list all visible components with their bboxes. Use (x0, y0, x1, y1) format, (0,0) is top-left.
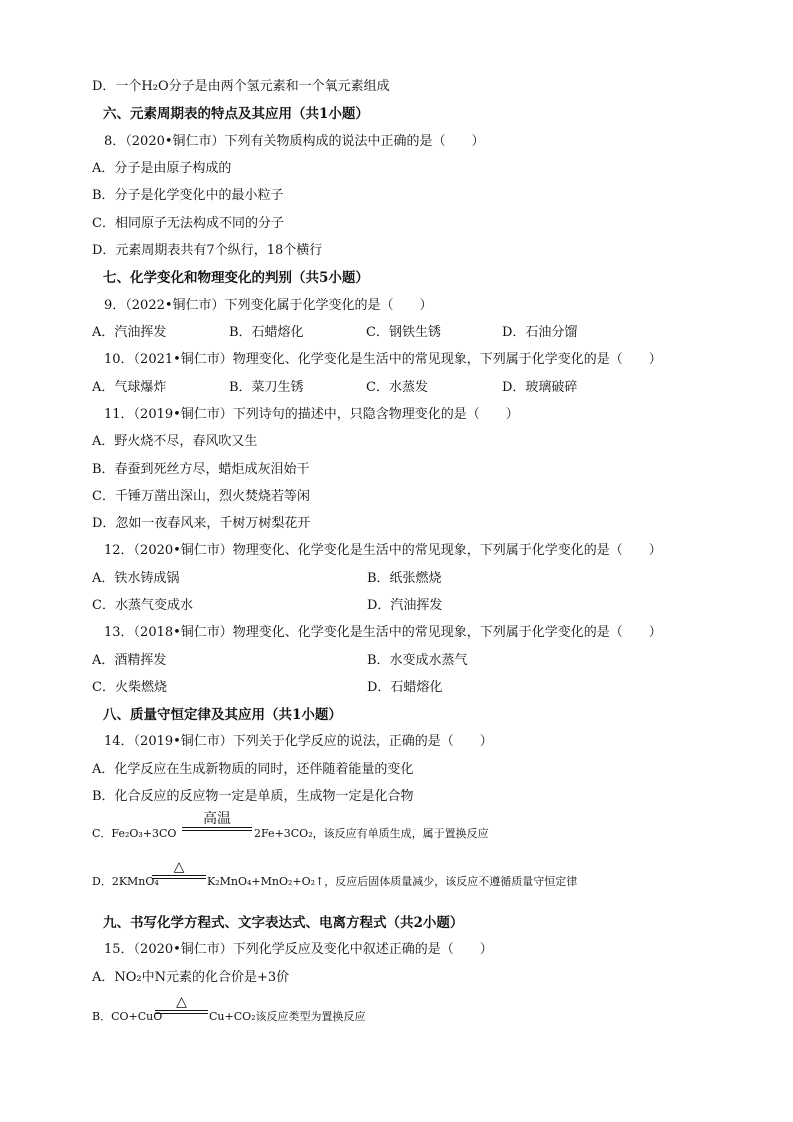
option-12b: B．纸张燃烧 (367, 571, 442, 586)
option-13d: D．石蜡熔化 (367, 680, 443, 695)
option-15b-reactants: B．CO+CuO (92, 1010, 163, 1023)
option-15a: A．NO₂中N元素的化合价是+3价 (92, 970, 290, 985)
option-9c: C．钢铁生锈 (366, 325, 441, 340)
option-14c-reactants: C．Fe₂O₃+3CO (92, 827, 177, 840)
section-heading-8: 八、质量守恒定律及其应用（共1小题） (103, 707, 342, 723)
option-8d: D．元素周期表共有7个纵行，18个横行 (92, 243, 323, 258)
option-13a: A．酒精挥发 (92, 653, 167, 668)
option-14d-products: K₂MnO₄+MnO₂+O₂↑，反应后固体质量减少，该反应不遵循质量守恒定律 (207, 875, 578, 888)
section-heading-6: 六、元素周期表的特点及其应用（共1小题） (103, 106, 369, 122)
question-14: 14．（2019•铜仁市）下列关于化学反应的说法，正确的是（ ） (104, 734, 493, 749)
option-13b: B．水变成水蒸气 (367, 653, 468, 668)
section-heading-9: 九、书写化学方程式、文字表达式、电离方程式（共2小题） (103, 915, 464, 931)
question-10: 10．（2021•铜仁市）物理变化、化学变化是生活中的常见现象，下列属于化学变化的是（ ） (104, 352, 662, 367)
reaction-arrow-14c (182, 812, 252, 831)
option-8a: A．分子是由原子构成的 (92, 161, 232, 176)
option-14b: B．化合反应的反应物一定是单质，生成物一定是化合物 (92, 789, 414, 804)
option-10b: B．菜刀生锈 (229, 380, 304, 395)
option-11b: B．春蚕到死丝方尽，蜡炬成灰泪始干 (92, 462, 310, 477)
question-9: 9．（2022•铜仁市）下列变化属于化学变化的是（ ） (104, 298, 433, 313)
reaction-condition-14c: 高温 (203, 811, 231, 827)
option-12c: C．水蒸气变成水 (92, 598, 193, 613)
option-12a: A．铁水铸成锅 (92, 571, 180, 586)
reaction-condition-14d: △ (173, 859, 185, 875)
reaction-arrow-14d (152, 860, 206, 879)
question-13: 13．（2018•铜仁市）物理变化、化学变化是生活中的常见现象，下列属于化学变化的是（ ） (104, 625, 662, 640)
option-10c: C．水蒸发 (366, 380, 428, 395)
option-11a: A．野火烧不尽，春风吹又生 (92, 434, 258, 449)
option-8c: C．相同原子无法构成不同的分子 (92, 216, 284, 231)
option-14d-reactants: D．2KMnO₄ (92, 875, 159, 888)
section-heading-7: 七、化学变化和物理变化的判别（共5小题） (103, 270, 369, 286)
option-12d: D．汽油挥发 (367, 598, 443, 613)
question-12: 12．（2020•铜仁市）物理变化、化学变化是生活中的常见现象，下列属于化学变化的是（ ） (104, 543, 662, 558)
question-8: 8．（2020•铜仁市）下列有关物质构成的说法中正确的是（ ） (104, 134, 485, 149)
reaction-arrow-15b (155, 995, 208, 1014)
option-15b-products: Cu+CO₂该反应类型为置换反应 (209, 1010, 366, 1023)
option-9b: B．石蜡熔化 (229, 325, 304, 340)
option-10d: D．玻璃破碎 (502, 380, 578, 395)
option-7d: D．一个H₂O分子是由两个氢元素和一个氧元素组成 (92, 79, 390, 94)
option-14a: A．化学反应在生成新物质的同时，还伴随着能量的变化 (92, 762, 414, 777)
option-10a: A．气球爆炸 (92, 380, 167, 395)
option-9a: A．汽油挥发 (92, 325, 167, 340)
option-13c: C．火柴燃烧 (92, 680, 167, 695)
option-8b: B．分子是化学变化中的最小粒子 (92, 188, 284, 203)
option-9d: D．石油分馏 (502, 325, 578, 340)
option-11c: C．千锤万凿出深山，烈火焚烧若等闲 (92, 489, 310, 504)
option-11d: D．忽如一夜春风来，千树万树梨花开 (92, 516, 311, 531)
option-14c-products: 2Fe+3CO₂，该反应有单质生成，属于置换反应 (254, 827, 489, 840)
question-15: 15．（2020•铜仁市）下列化学反应及变化中叙述正确的是（ ） (104, 942, 493, 957)
reaction-condition-15b: △ (176, 994, 187, 1010)
question-11: 11．（2019•铜仁市）下列诗句的描述中，只隐含物理变化的是（ ） (104, 407, 519, 422)
